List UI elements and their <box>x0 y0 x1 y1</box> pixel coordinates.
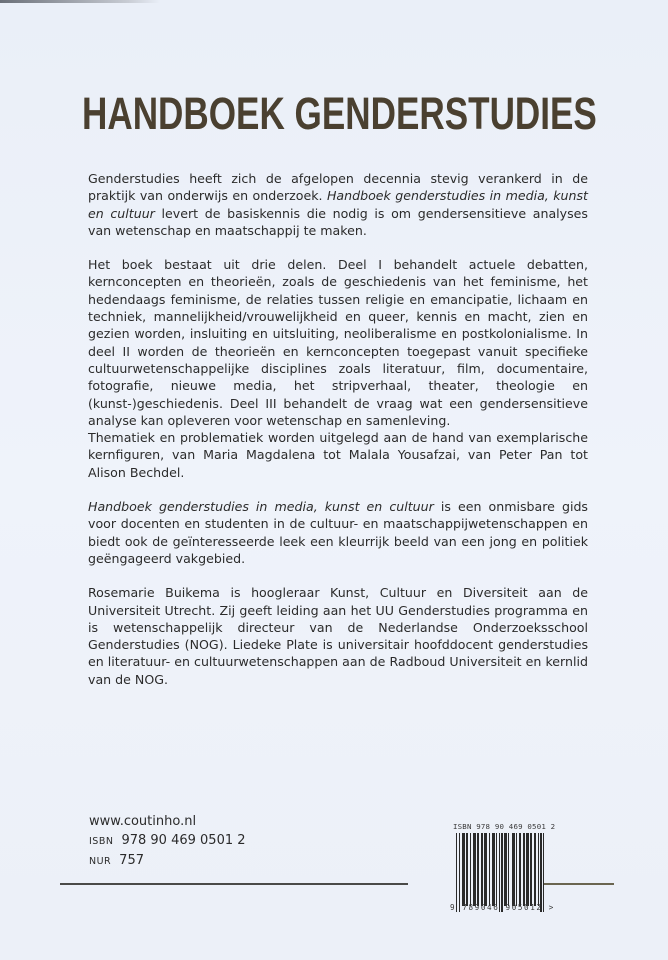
paragraph-intro <box>88 170 588 239</box>
publisher-info <box>89 812 246 871</box>
barcode-digits: 9 789046 905012 > <box>450 903 555 912</box>
barcode-isbn-text: ISBN 978 90 469 0501 2 <box>453 822 556 831</box>
paragraph-authors <box>88 584 588 688</box>
text-segment: levert de basiskennis die nodig is om gendersensitieve analyses van wetenschap en maatschappij te maken. <box>88 205 588 238</box>
divider-line-left <box>60 883 408 885</box>
blurb-text <box>88 170 588 705</box>
nur-line <box>89 851 246 871</box>
isbn-line <box>89 831 246 851</box>
paragraph-audience <box>88 498 588 567</box>
paragraph-themes <box>88 429 588 481</box>
isbn-label: ISBN <box>89 836 114 847</box>
book-title-italic: Handboek genderstudies in media, kunst en cultuur <box>88 188 588 221</box>
book-title-italic: Handboek genderstudies in media, kunst en cultuur <box>88 499 434 515</box>
top-edge-shadow <box>0 0 160 3</box>
publisher-website: www.coutinho.nl <box>89 814 197 829</box>
nur-label: NUR <box>89 856 112 867</box>
text-segment: Thematiek en problematiek worden uitgelegd aan de hand van exemplarische kernfiguren, van Maria Magdalena tot Malala Yousafzai, van Peter Pan tot Alison Bechdel. <box>88 430 588 480</box>
text-segment: Het boek bestaat uit drie delen. Deel I behandelt actuele debatten, kernconcepten en theorieën, zoals de geschiedenis van het feminisme, het hedendaags feminisme, de relaties tussen religie en emancipatie, lichaam en techniek, mannelijkheid/vrouwelijkheid en queer, kennis en macht, zien en gezien worden, insluiting en uitsluiting, neoliberalisme en postkolonialisme. In deel II worden de theorieën en kernconcepten toegepast vanuit specifieke cultuurwetenschappelijke disciplines zoals literatuur, film, documentaire, fotografie, nieuwe media, het stripverhaal, theater, theologie en (kunst-)geschiedenis. Deel III behandelt de vraag wat een gendersensitieve analyse kan opleveren voor wetenschap en samenleving. <box>88 257 588 428</box>
text-segment: Rosemarie Buikema is hoogleraar Kunst, Cultuur en Diversiteit aan de Universiteit Utrecht. Zij geeft leiding aan het UU Genderstudies programma en is wetenschappelijk directeur van de Nederlandse Onderzoeksschool Genderstudies (NOG). Liedeke Plate is universitair hoofddocent genderstudies en literatuur- en cultuurwetenschappen aan de Radboud Universiteit en kernlid van de NOG. <box>88 585 588 687</box>
paragraph-structure <box>88 256 588 429</box>
book-title: HANDBOEK GENDERSTUDIES <box>82 88 597 139</box>
isbn-value: 978 90 469 0501 2 <box>121 833 246 848</box>
isbn-barcode <box>450 822 568 918</box>
text-segment: Genderstudies heeft zich de afgelopen decennia stevig verankerd in de praktijk van onderwijs en onderzoek. <box>88 171 588 204</box>
barcode-bars-icon <box>456 833 560 906</box>
nur-value: 757 <box>119 853 144 868</box>
text-segment: is een onmisbare gids voor docenten en studenten in de cultuur- en maatschappijwetenschappen en biedt ook de geïnteresseerde leek een kleurrijk beeld van een jong en politiek geëngageerd vakgebied. <box>88 499 588 566</box>
